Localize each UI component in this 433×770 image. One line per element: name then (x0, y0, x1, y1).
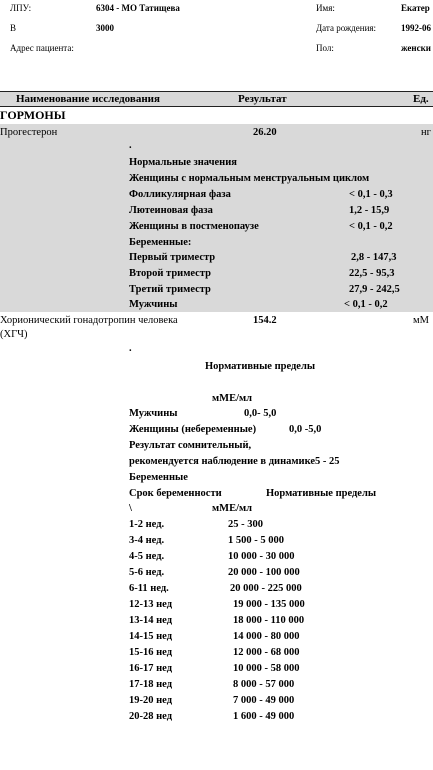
prog-trimester-value: 22,5 - 95,3 (349, 268, 395, 279)
hcg-units: мМЕ/мл (212, 393, 253, 404)
prog-norm-title: Нормальные значения (129, 157, 237, 168)
hcg-week-range: 25 - 300 (228, 519, 263, 530)
hcg-week-range: 7 000 - 49 000 (233, 695, 295, 706)
prog-trimester-value: 27,9 - 242,5 (349, 284, 400, 295)
hcg-doubtful-line2: рекомендуется наблюдение в динамике5 - 25 (129, 456, 340, 467)
hcg-week-term: 13-14 нед (129, 615, 173, 626)
hcg-name-line2: (ХГЧ) (0, 329, 28, 340)
hcg-week-range: 20 000 - 100 000 (228, 567, 300, 578)
hcg-result: 154.2 (253, 315, 277, 326)
hcg-week-term: 6-11 нед. (129, 583, 169, 594)
dob-value: 1992-06 (401, 23, 431, 33)
hcg-week-term: 4-5 нед. (129, 551, 165, 562)
hcg-week-range: 12 000 - 68 000 (233, 647, 300, 658)
prog-row-value: 1,2 - 15,9 (349, 205, 390, 216)
prog-pregnant-label: Беременные: (129, 237, 192, 248)
prog-trimester-label: Первый триместр (129, 252, 216, 263)
column-header-name: Наименование исследования (16, 93, 160, 105)
hcg-pregnant-label: Беременные (129, 472, 188, 483)
address-label: Адрес пациента: (10, 43, 74, 53)
hcg-week-term: 12-13 нед (129, 599, 173, 610)
sex-label: Пол: (316, 43, 334, 53)
hcg-week-term: 19-20 нед (129, 695, 173, 706)
prog-trimester-label: Третий триместр (129, 284, 211, 295)
hcg-name-line1: Хорионический гонадотропин человека (0, 315, 178, 326)
sex-value: женски (401, 43, 431, 53)
lpu-label: ЛПУ: (10, 3, 32, 13)
lpu-value: 6304 - МО Татищева (96, 3, 180, 13)
hcg-week-term: 5-6 нед. (129, 567, 165, 578)
hcg-week-term: 16-17 нед (129, 663, 173, 674)
hcg-week-term: 17-18 нед (129, 679, 173, 690)
hcg-week-term: 14-15 нед (129, 631, 173, 642)
hcg-week-range: 18 000 - 110 000 (233, 615, 305, 626)
section-title: ГОРМОНЫ (0, 108, 66, 122)
prog-trimester-value: 2,8 - 147,3 (351, 252, 397, 263)
hcg-week-term: 15-16 нед (129, 647, 173, 658)
progesterone-result: 26.20 (253, 127, 277, 138)
table-header-rule (0, 106, 433, 107)
hcg-limits-header: Нормативные пределы (266, 488, 377, 499)
v-label: В (10, 23, 17, 33)
prog-row-label: Фолликулярная фаза (129, 189, 231, 200)
hcg-week-range: 20 000 - 225 000 (230, 583, 302, 594)
dob-label: Дата рождения: (316, 23, 377, 33)
hcg-norm-title: Нормативные пределы (205, 361, 316, 372)
progesterone-unit: нг (421, 127, 431, 138)
prog-men-value: < 0,1 - 0,2 (344, 299, 388, 310)
hcg-women-label: Женщины (небеременные) (129, 424, 257, 435)
hcg-week-range: 14 000 - 80 000 (233, 631, 300, 642)
hcg-men-value: 0,0- 5,0 (244, 408, 277, 419)
hcg-week-range: 1 600 - 49 000 (233, 711, 295, 722)
hcg-term-header: Срок беременности (129, 488, 222, 499)
hcg-week-range: 10 000 - 58 000 (233, 663, 300, 674)
progesterone-name: Прогестерон (0, 127, 58, 138)
hcg-women-value: 0,0 -5,0 (289, 424, 322, 435)
hcg-week-range: 10 000 - 30 000 (228, 551, 295, 562)
prog-trimester-label: Второй триместр (129, 268, 211, 279)
prog-men-label: Мужчины (129, 299, 178, 310)
hcg-week-term: 3-4 нед. (129, 535, 165, 546)
prog-row-label: Лютеиновая фаза (129, 205, 213, 216)
name-value: Екатер (401, 3, 430, 13)
prog-norm-subtitle: Женщины с нормальным менструальным циклом (129, 173, 370, 184)
hcg-week-term: 20-28 нед (129, 711, 173, 722)
hcg-dot: . (129, 343, 132, 354)
hcg-week-range: 19 000 - 135 000 (233, 599, 305, 610)
column-header-unit: Ед. (413, 93, 429, 105)
hcg-week-term: 1-2 нед. (129, 519, 165, 530)
hcg-week-range: 1 500 - 5 000 (228, 535, 284, 546)
prog-row-value: < 0,1 - 0,3 (349, 189, 393, 200)
hcg-units2: мМЕ/мл (212, 503, 253, 514)
v-value: 3000 (96, 23, 114, 33)
hcg-unit: мМ (413, 315, 429, 326)
progesterone-dot: . (129, 140, 132, 151)
hcg-week-range: 8 000 - 57 000 (233, 679, 295, 690)
hcg-men-label: Мужчины (129, 408, 178, 419)
name-label: Имя: (316, 3, 335, 13)
prog-row-label: Женщины в постменопаузе (129, 221, 259, 232)
hcg-backslash: \ (129, 503, 132, 514)
column-header-result: Результат (238, 93, 287, 105)
prog-row-value: < 0,1 - 0,2 (349, 221, 393, 232)
hcg-doubtful-line1: Результат сомнительный, (129, 440, 252, 451)
